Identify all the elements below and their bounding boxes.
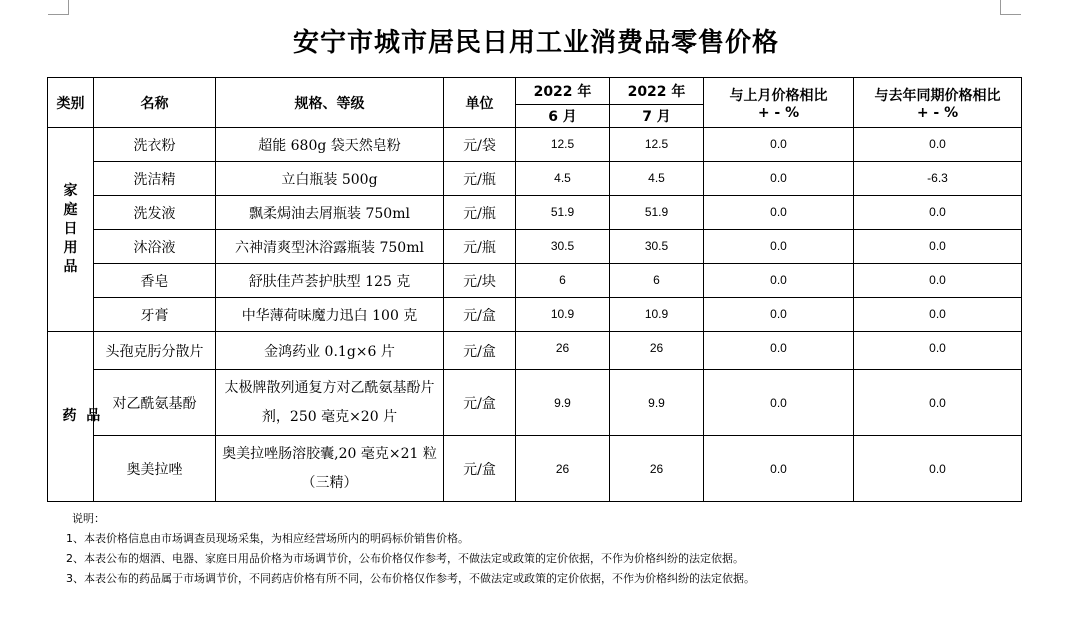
item-spec: 立白瓶装 500g bbox=[216, 162, 444, 196]
item-name: 牙膏 bbox=[94, 298, 216, 332]
item-name: 香皂 bbox=[94, 264, 216, 298]
notes-section bbox=[66, 509, 755, 589]
table-row bbox=[48, 370, 1022, 436]
page-corner-mark-left bbox=[48, 0, 69, 15]
item-unit: 元/瓶 bbox=[444, 196, 516, 230]
table-row bbox=[48, 332, 1022, 370]
change-yoy: 0.0 bbox=[854, 298, 1022, 332]
header-name: 名称 bbox=[94, 78, 216, 128]
category-medicine: 药 品 bbox=[48, 332, 94, 502]
header-mom-title: 与上月价格相比 bbox=[729, 87, 828, 104]
change-mom: 0.0 bbox=[704, 436, 854, 502]
change-yoy: 0.0 bbox=[854, 264, 1022, 298]
price-june: 6 bbox=[516, 264, 610, 298]
price-june: 12.5 bbox=[516, 128, 610, 162]
item-unit: 元/瓶 bbox=[444, 230, 516, 264]
table-row bbox=[48, 264, 1022, 298]
note-item: 1、本表价格信息由市场调查员现场采集，为相应经营场所内的明码标价销售价格。 bbox=[66, 532, 469, 545]
item-name: 奥美拉唑 bbox=[94, 436, 216, 502]
price-july: 26 bbox=[610, 436, 704, 502]
table-row bbox=[48, 196, 1022, 230]
note-item: 2、本表公布的烟酒、电器、家庭日用品价格为市场调节价，公布价格仅作参考，不做法定或政策的定价依据，不作为价格纠纷的法定依据。 bbox=[66, 552, 744, 565]
table-row bbox=[48, 436, 1022, 502]
change-yoy: 0.0 bbox=[854, 128, 1022, 162]
change-mom: 0.0 bbox=[704, 162, 854, 196]
price-july: 4.5 bbox=[610, 162, 704, 196]
item-unit: 元/块 bbox=[444, 264, 516, 298]
change-mom: 0.0 bbox=[704, 128, 854, 162]
item-name: 沐浴液 bbox=[94, 230, 216, 264]
price-june: 26 bbox=[516, 332, 610, 370]
change-yoy: 0.0 bbox=[854, 370, 1022, 436]
change-mom: 0.0 bbox=[704, 298, 854, 332]
header-category: 类别 bbox=[48, 78, 94, 128]
item-unit: 元/盒 bbox=[444, 332, 516, 370]
header-year-on-year bbox=[854, 78, 1022, 128]
table-row bbox=[48, 230, 1022, 264]
item-spec: 超能 680g 袋天然皂粉 bbox=[216, 128, 444, 162]
notes-label: 说明： bbox=[72, 512, 105, 525]
change-yoy: 0.0 bbox=[854, 332, 1022, 370]
change-mom: 0.0 bbox=[704, 264, 854, 298]
price-june: 4.5 bbox=[516, 162, 610, 196]
page-corner-mark-right bbox=[1000, 0, 1021, 15]
change-mom: 0.0 bbox=[704, 332, 854, 370]
price-june: 10.9 bbox=[516, 298, 610, 332]
header-month-on-month bbox=[704, 78, 854, 128]
item-spec: 飘柔焗油去屑瓶装 750ml bbox=[216, 196, 444, 230]
item-spec: 舒肤佳芦荟护肤型 125 克 bbox=[216, 264, 444, 298]
header-month-july: 7 月 bbox=[610, 105, 704, 128]
price-july: 10.9 bbox=[610, 298, 704, 332]
change-yoy: 0.0 bbox=[854, 436, 1022, 502]
header-spec: 规格、等级 bbox=[216, 78, 444, 128]
item-name: 洗洁精 bbox=[94, 162, 216, 196]
price-june: 26 bbox=[516, 436, 610, 502]
header-unit: 单位 bbox=[444, 78, 516, 128]
header-month-june: 6 月 bbox=[516, 105, 610, 128]
price-july: 6 bbox=[610, 264, 704, 298]
price-july: 51.9 bbox=[610, 196, 704, 230]
price-july: 26 bbox=[610, 332, 704, 370]
item-spec: 六神清爽型沐浴露瓶装 750ml bbox=[216, 230, 444, 264]
item-unit: 元/盒 bbox=[444, 436, 516, 502]
change-yoy: 0.0 bbox=[854, 196, 1022, 230]
note-item: 3、本表公布的药品属于市场调节价，不同药店价格有所不同，公布价格仅作参考，不做法定或政策的定价依据，不作为价格纠纷的法定依据。 bbox=[66, 572, 755, 585]
change-yoy: 0.0 bbox=[854, 230, 1022, 264]
item-spec: 太极牌散列通复方对乙酰氨基酚片剂，250 毫克×20 片 bbox=[216, 370, 444, 436]
price-july: 12.5 bbox=[610, 128, 704, 162]
item-unit: 元/袋 bbox=[444, 128, 516, 162]
header-yoy-title: 与去年同期价格相比 bbox=[874, 87, 1001, 104]
item-name: 洗衣粉 bbox=[94, 128, 216, 162]
change-yoy: -6.3 bbox=[854, 162, 1022, 196]
header-year-june: 2022 年 bbox=[516, 78, 610, 105]
category-daily-goods: 家庭日用品 bbox=[48, 128, 94, 332]
item-spec: 中华薄荷味魔力迅白 100 克 bbox=[216, 298, 444, 332]
price-june: 30.5 bbox=[516, 230, 610, 264]
price-july: 30.5 bbox=[610, 230, 704, 264]
item-name: 头孢克肟分散片 bbox=[94, 332, 216, 370]
price-june: 9.9 bbox=[516, 370, 610, 436]
item-unit: 元/盒 bbox=[444, 298, 516, 332]
item-name: 对乙酰氨基酚 bbox=[94, 370, 216, 436]
item-spec: 金鸿药业 0.1g×6 片 bbox=[216, 332, 444, 370]
header-mom-unit: + - % bbox=[757, 104, 800, 121]
change-mom: 0.0 bbox=[704, 230, 854, 264]
header-yoy-unit: + - % bbox=[916, 104, 959, 121]
price-table bbox=[47, 77, 1022, 502]
page-title: 安宁市城市居民日用工业消费品零售价格 bbox=[292, 28, 779, 58]
item-unit: 元/盒 bbox=[444, 370, 516, 436]
item-spec: 奥美拉唑肠溶胶囊,20 毫克×21 粒（三精） bbox=[216, 436, 444, 502]
table-row bbox=[48, 162, 1022, 196]
table-row bbox=[48, 128, 1022, 162]
price-june: 51.9 bbox=[516, 196, 610, 230]
item-name: 洗发液 bbox=[94, 196, 216, 230]
change-mom: 0.0 bbox=[704, 196, 854, 230]
item-unit: 元/瓶 bbox=[444, 162, 516, 196]
price-july: 9.9 bbox=[610, 370, 704, 436]
header-year-july: 2022 年 bbox=[610, 78, 704, 105]
change-mom: 0.0 bbox=[704, 370, 854, 436]
header-row bbox=[48, 78, 1022, 105]
table-row bbox=[48, 298, 1022, 332]
